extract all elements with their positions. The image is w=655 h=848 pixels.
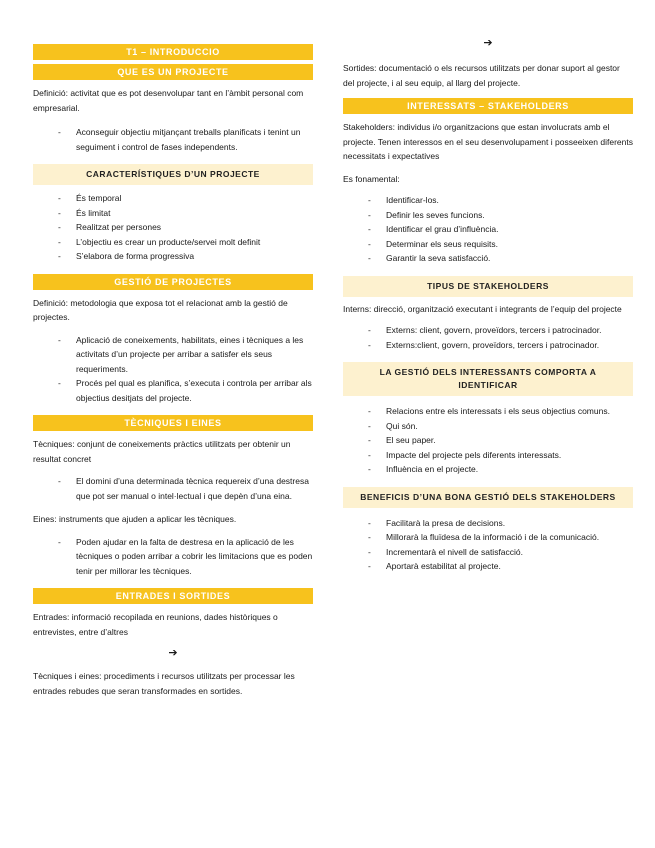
definicio-text: Definició: activitat que es pot desenvolupar tant en l’àmbit personal com empresarial. [33, 88, 304, 113]
list-item: - Determinar els seus requisits. [368, 238, 498, 249]
list-item: - Aplicació de coneixements, habilitats, eines i tècniques a les activitats d’un projecte per arribar a satisfer els seus requeriments. [58, 334, 304, 374]
fonamental-label: Es fonamental: [343, 173, 400, 184]
list-item: - Millorarà la fluïdesa de la informació i de la comunicació. [368, 532, 600, 542]
externs-list [343, 323, 633, 352]
list-item: - Identificar-los. [368, 195, 439, 205]
beneficis-list [343, 516, 633, 574]
list-item: - El seu paper. [368, 435, 436, 445]
definicio-list [33, 125, 313, 154]
tipus-title: TIPUS DE STAKEHOLDERS [343, 276, 633, 297]
gestio-definicio: Definició: metodologia que exposa tot el relacionat amb la gestió de projectes. [33, 297, 288, 322]
list-item: - Incrementarà el nivell de satisfacció. [368, 546, 524, 557]
list-item: - Aportarà estabilitat al projecte. [368, 561, 501, 571]
list-item: - Realitzat per persones [58, 222, 162, 232]
stakeholders-definicio: Stakeholders: individus i/o organitzacions que estan involucrats amb el projecte. Tenen interessos en el seu desenvolupament i posseeixen diferents necessitats i expectatives [343, 122, 633, 161]
entrades-title: ENTRADES I SORTIDES [33, 588, 313, 604]
gestio-interessants-title: LA GESTIÓ DELS INTERESSANTS COMPORTA A IDENTIFICAR [343, 362, 633, 396]
title-t1: T1 – INTRODUCCIO [33, 44, 313, 60]
gestio-list [33, 333, 313, 406]
tecniques-title: TÈCNIQUES I EINES [33, 415, 313, 431]
list-item: - Facilitarà la presa de decisions. [368, 517, 506, 528]
list-item: - Externs: client, govern, proveïdors, tercers i patrocinador. [368, 325, 602, 335]
list-item: - Poden ajudar en la falta de destresa en la aplicació de les tècniques o poden arribar a cobrir les limitacions que es poden tenir per millorar les tècniques. [58, 536, 313, 576]
interessats-title: INTERESSATS – STAKEHOLDERS [343, 98, 633, 114]
gestio-title: GESTIÓ DE PROJECTES [33, 274, 313, 290]
eines-definicio: Eines: instruments que ajuden a aplicar les tècniques. [33, 514, 237, 524]
caracteristiques-title: CARACTERÍSTIQUES D’UN PROJECTE [33, 164, 313, 185]
arrow-right-icon: ➔ [483, 37, 493, 49]
list-item: - S’elabora de forma progressiva [58, 251, 195, 261]
tecniques-eines-definicio: Tècniques i eines: procediments i recursos utilitzats per processar les entrades rebudes que seran transformades en sortides. [33, 671, 295, 696]
caracteristiques-list [33, 191, 313, 264]
list-item: - Influència en el projecte. [368, 464, 479, 474]
tecniques-definicio: Tècniques: conjunt de coneixements pràctics utilitzats per obtenir un resultat concret [33, 439, 291, 464]
beneficis-title: BENEFICIS D’UNA BONA GESTIÓ DELS STAKEHOLDERS [343, 487, 633, 508]
tecniques-list [33, 474, 313, 503]
eines-list [33, 535, 313, 579]
list-item: - Impacte del projecte pels diferents interessats. [368, 449, 562, 460]
list-item: - L’objectiu es crear un producte/servei molt definit [58, 236, 261, 247]
interns-definicio: Interns: direcció, organització executant i integrants de l’equip del projecte [343, 303, 622, 314]
list-item: - Definir les seves funcions. [368, 209, 485, 220]
list-item: - Garantir la seva satisfacció. [368, 253, 491, 263]
list-item: - Procés pel qual es planifica, s’executa i controla per arribar als objectius desitjats del projecte. [58, 378, 312, 403]
list-item: - Identificar el grau d’influència. [368, 224, 499, 234]
list-item: - El domini d’una determinada tècnica requereix d’una destresa que pot ser manual o intel·lectual i que depèn d’una eina. [58, 476, 309, 501]
list-item: - Relacions entre els interessats i els seus objectius comuns. [368, 406, 610, 416]
left-column [33, 44, 313, 698]
right-column [343, 36, 633, 574]
sortides-definicio: Sortides: documentació o els recursos utilitzats per donar suport al gestor del projecte, i al seu equip, al llarg del projecte. [343, 63, 620, 88]
title-que-es: QUE ES UN PROJECTE [33, 64, 313, 80]
fonamental-list [343, 193, 633, 266]
list-item: - Aconseguir objectiu mitjançant treballs planificats i tenint un seguiment i control de fases independents. [58, 127, 301, 152]
list-item: - Externs:client, govern, proveïdors, tercers i patrocinador. [368, 339, 600, 350]
list-item: - És temporal [58, 193, 122, 203]
list-item: - Qui són. [368, 420, 418, 431]
entrades-definicio: Entrades: informació recopilada en reunions, dades històriques o entrevistes, entre d’altres [33, 612, 278, 637]
list-item: - És limitat [58, 207, 111, 218]
arrow-right-icon: ➔ [168, 647, 178, 659]
gestio-interessants-list [343, 404, 633, 477]
